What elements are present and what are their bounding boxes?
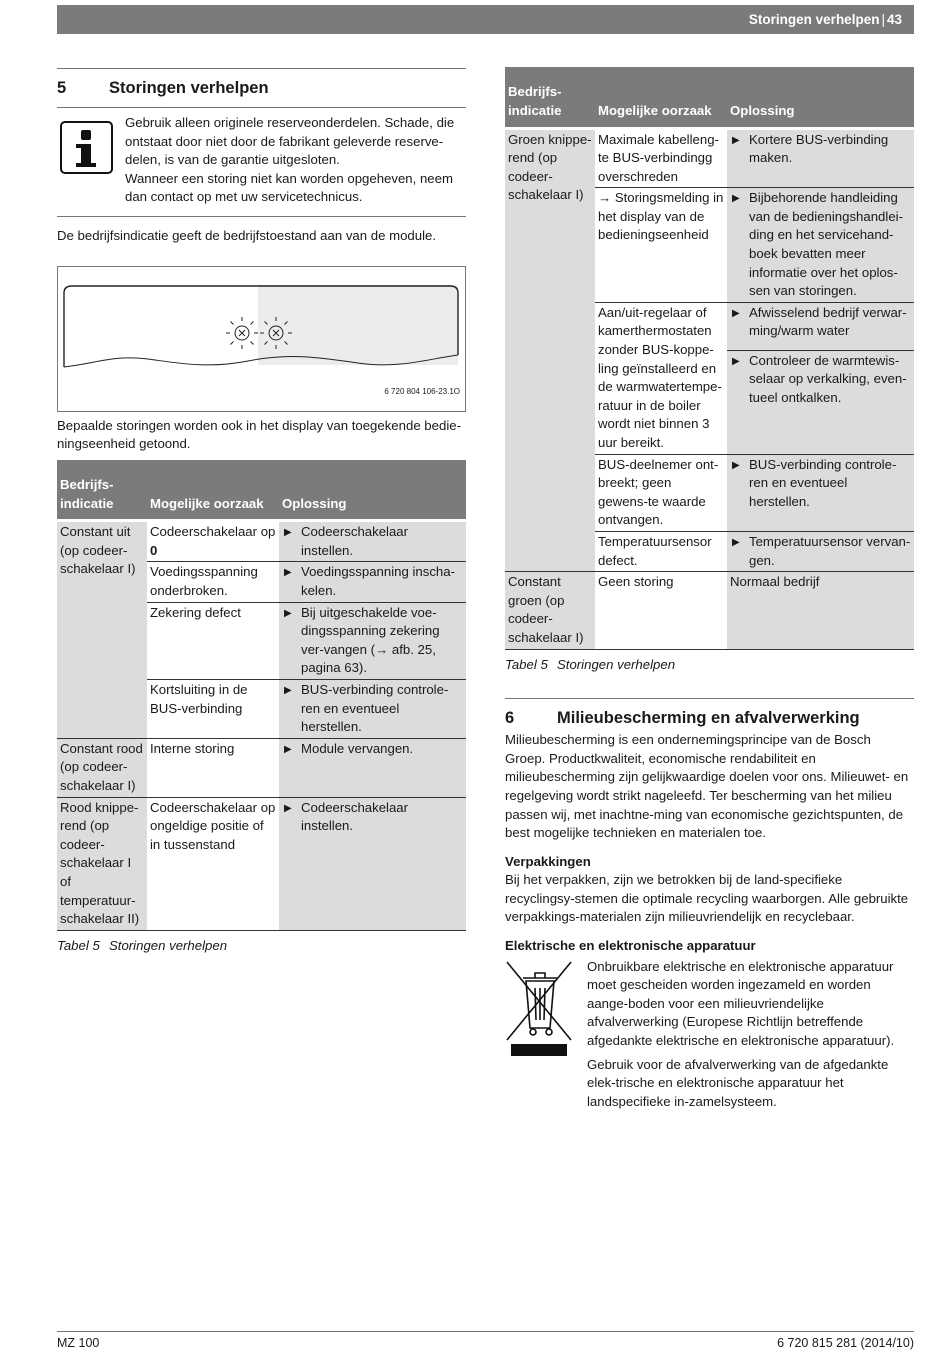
cause-cell: BUS-deelnemer ont-breekt; geen gewens-te waarde ontvangen. xyxy=(595,454,727,531)
table-caption-left: Tabel 5 Storingen verhelpen xyxy=(57,937,228,953)
intro-text: De bedrijfsindicatie geeft de bedrijfstoestand aan van de module. xyxy=(57,227,437,243)
bullet-triangle-icon: ▶ xyxy=(284,743,292,755)
after-figure-text: Bepaalde storingen worden ook in het display van toegekende bedie-ningseenheid getoond. xyxy=(57,417,461,452)
module-figure xyxy=(57,266,466,412)
footer-model: MZ 100 xyxy=(57,1336,100,1350)
table-row xyxy=(505,128,914,188)
bullet-triangle-icon: ▶ xyxy=(732,193,740,205)
bullet-triangle-icon: ▶ xyxy=(732,536,740,548)
section-6-number: 6 xyxy=(505,709,515,728)
col-header-solution: Oplossing xyxy=(279,460,466,521)
indication-cell: Groen knippe-rend (op codeer-schakelaar I) xyxy=(505,128,595,572)
weee-heading: Elektrische en elektronische apparatuur xyxy=(505,938,756,954)
table-row xyxy=(505,572,914,649)
bullet-triangle-icon: ▶ xyxy=(732,459,740,471)
crossed-bin-icon xyxy=(505,958,587,1058)
bullet-triangle-icon: ▶ xyxy=(284,607,292,619)
bullet-triangle-icon: ▶ xyxy=(284,802,292,814)
bullet-triangle-icon: ▶ xyxy=(732,307,740,319)
solution-cell: ▶ Voedingsspanning inscha-kelen. xyxy=(279,562,466,602)
led-left-icon xyxy=(226,317,258,349)
bullet-triangle-icon: ▶ xyxy=(732,355,740,367)
solution-cell: Normaal bedrijf xyxy=(727,572,914,649)
section-5-heading xyxy=(57,68,466,107)
packaging-heading: Verpakkingen xyxy=(505,853,591,869)
solution-cell: ▶ Afwisselend bedrijf verwar-ming/warm water xyxy=(727,302,914,350)
cause-cell: → Storingsmelding in het display van de bedieningseenheid xyxy=(595,188,727,303)
right-column xyxy=(505,67,914,1111)
indication-cell: Constant groen (op codeer-schakelaar I) xyxy=(505,572,595,649)
figure-code: 6 720 804 106-23.1O xyxy=(384,386,460,396)
page-header xyxy=(57,5,914,34)
solution-cell: ▶ Codeerschakelaar instellen. xyxy=(279,521,466,562)
col-header-cause: Mogelijke oorzaak xyxy=(147,460,279,521)
header-separator: | xyxy=(881,12,885,27)
cause-cell: Geen storing xyxy=(595,572,727,649)
solution-cell: ▶ Controleer de warmtewis-selaar op verkalking, even-tueel ontkalken. xyxy=(727,350,914,454)
table-caption-right: Tabel 5 Storingen verhelpen xyxy=(505,656,676,672)
bullet-triangle-icon: ▶ xyxy=(284,685,292,696)
col-header-indication: Bedrijfs-indicatie xyxy=(57,460,147,521)
indication-cell: Constant uit (op codeer-schakelaar I) xyxy=(57,521,147,739)
cause-cell: Maximale kabelleng-te BUS-verbindingg overschreden xyxy=(595,128,727,188)
cause-cell: Aan/uit-regelaar of kamerthermostaten zonder BUS-koppe-ling geïnstalleerd en de warmwatertempe-ratuur in de boiler wordt niet binnen 3 uur bereikt. xyxy=(595,302,727,454)
info-icon xyxy=(60,121,113,174)
cause-cell: Voedingsspanning onderbroken. xyxy=(147,562,279,602)
table-row xyxy=(57,521,466,562)
packaging-text: Bij het verpakken, zijn we betrokken bij de land-specifieke recyclingsy-stemen die optimale recycling waarborgen. Alle gebruikte verpakkings-materialen zijn milieuvriendelijk en recyclebaar. xyxy=(505,872,909,925)
left-column xyxy=(57,68,466,955)
solution-cell: ▶ Kortere BUS-verbinding maken. xyxy=(727,128,914,188)
table-row xyxy=(57,738,466,797)
solution-cell: ▶ Bij uitgeschakelde voe-dingsspanning zekering ver-vangen (→ afb. 25, pagina 63). xyxy=(279,602,466,679)
table-row xyxy=(57,797,466,930)
solution-cell: ▶ BUS-verbinding controle-ren en eventueel herstellen. xyxy=(727,454,914,531)
notice-line-2: Wanneer een storing niet kan worden opgeheven, neem dan contact op met uw servicetechnicus. xyxy=(125,170,453,205)
weee-text-2: Gebruik voor de afvalverwerking van de afgedankte elek-trische en elektronische apparatuur het landspecifieke in-zamelsysteem. xyxy=(587,1056,889,1109)
col-header-cause: Mogelijke oorzaak xyxy=(595,67,727,128)
fault-table-left xyxy=(57,460,466,931)
bullet-triangle-icon: ▶ xyxy=(732,134,740,146)
cause-cell: Codeerschakelaar op 0 xyxy=(147,521,279,562)
fault-table-right xyxy=(505,67,914,650)
cause-cell: Temperatuursensor defect. xyxy=(595,531,727,571)
page-number: 43 xyxy=(886,12,902,27)
solution-cell: ▶ BUS-verbinding controle-ren en eventueel herstellen. xyxy=(279,680,466,739)
cause-cell: Zekering defect xyxy=(147,602,279,679)
section-5-title: Storingen verhelpen xyxy=(109,79,269,97)
footer-divider xyxy=(57,1331,914,1332)
solution-cell: ▶ Bijbehorende handleiding van de bedieningshandlei-ding en het servicehand-boek bevatten meer informatie over het oplos-sen van storingen. xyxy=(727,188,914,303)
cause-cell: Kortsluiting in de BUS-verbinding xyxy=(147,680,279,739)
indication-cell: Rood knippe-rend (op codeer-schakelaar I of temperatuur-schakelaar II) xyxy=(57,797,147,930)
indication-cell: Constant rood (op codeer-schakelaar I) xyxy=(57,738,147,797)
solution-cell: ▶ Codeerschakelaar instellen. xyxy=(279,797,466,930)
footer-doc-number: 6 720 815 281 (2014/10) xyxy=(777,1336,914,1350)
solution-cell: ▶ Module vervangen. xyxy=(279,738,466,797)
info-notice xyxy=(57,107,466,217)
section-6-intro: Milieubescherming is een ondernemingsprincipe van de Bosch Groep. Productkwaliteit, economische rendabiliteit en milieubescherming zijn gelijkwaardige doelen voor ons. Milieuwet- en regelgeving wordt strikt nageleefd. Ter bescherming van het milieu passen wij, met inachtne-ming van economische gezichtspunten, de best mogelijke technieken en materialen toe. xyxy=(505,732,909,841)
section-6-title: Milieubescherming en afvalverwerking xyxy=(557,709,860,728)
col-header-indication: Bedrijfs-indicatie xyxy=(505,67,595,128)
header-title: Storingen verhelpen xyxy=(748,12,880,27)
bullet-triangle-icon: ▶ xyxy=(284,527,292,539)
notice-line-1: Gebruik alleen originele reserveonderdelen. Schade, die ontstaat door niet door de fabrikant geleverde reserve-delen, is van de garantie uitgesloten. xyxy=(125,115,455,168)
cause-cell: Interne storing xyxy=(147,738,279,797)
col-header-solution: Oplossing xyxy=(727,67,914,128)
weee-block xyxy=(505,958,914,1112)
weee-text-1: Onbruikbare elektrische en elektronische apparatuur moet gescheiden worden ingezameld en worden aange-boden voor een milieuvriendelijke afvalverwerking (Europese Richtlijn betreffende afgedankte elektrische en elektronische apparatuur). xyxy=(587,958,895,1049)
solution-cell: ▶ Temperatuursensor vervan-gen. xyxy=(727,531,914,571)
section-5-number: 5 xyxy=(57,79,67,97)
bullet-triangle-icon: ▶ xyxy=(284,567,292,579)
cause-cell: Codeerschakelaar op ongeldige positie of in tussenstand xyxy=(147,797,279,930)
